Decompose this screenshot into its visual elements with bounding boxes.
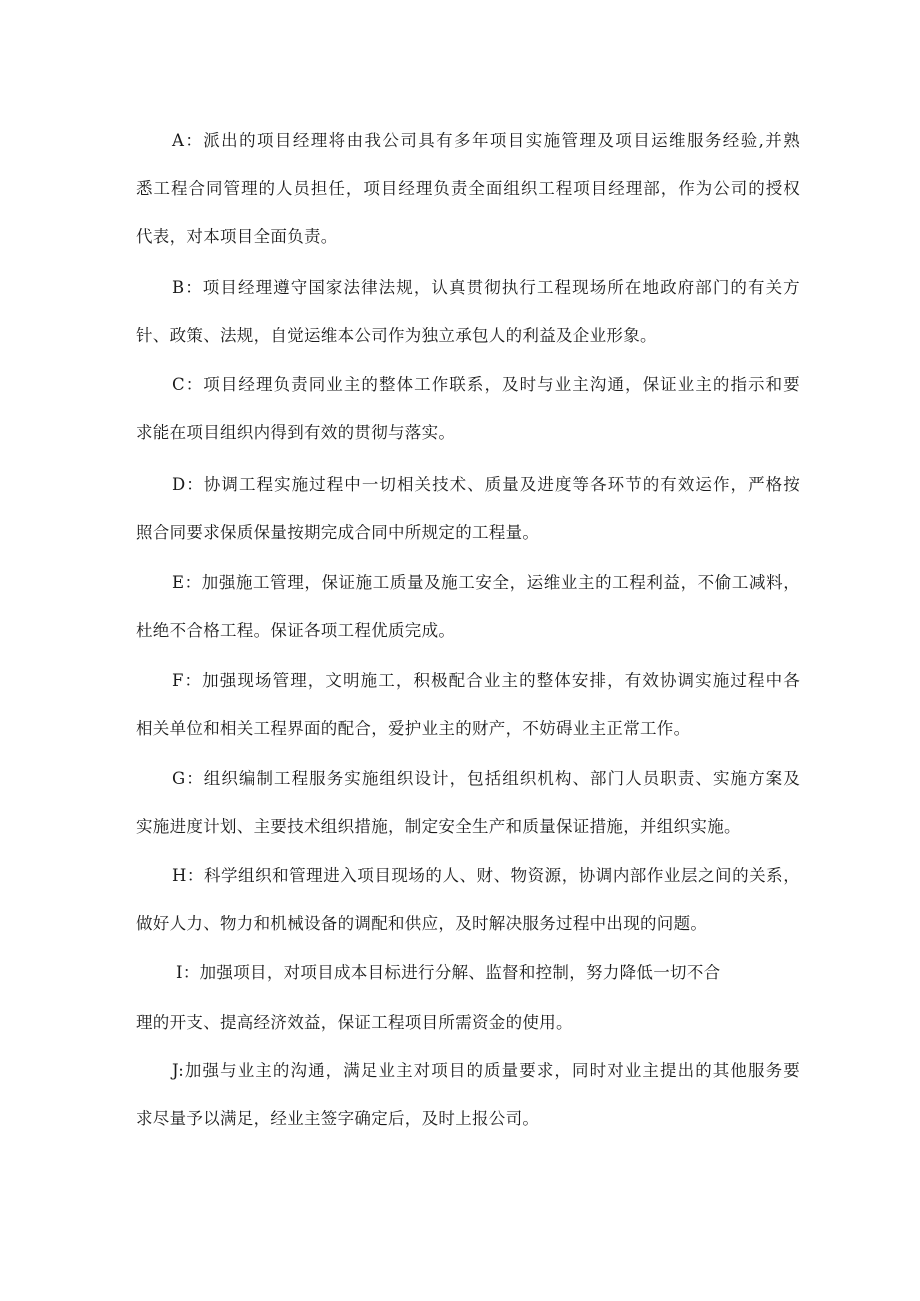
paragraph-line: D：协调工程实施过程中一切相关技术、质量及进度等各环节的有效运作，严格按 [172,475,800,494]
paragraph-line: F：加强现场管理，文明施工，积极配合业主的整体安排，有效协调实施过程中各 [172,671,800,690]
paragraph-line: I：加强项目，对项目成本目标进行分解、监督和控制，努力降低一切不合 [176,963,721,982]
paragraph-line: 做好人力、物力和机械设备的调配和供应，及时解决服务过程中出现的问题。 [136,914,708,933]
paragraph-line: H：科学组织和管理进入项目现场的人、财、物资源，协调内部作业层之间的关系， [172,866,800,885]
paragraph-line: 照合同要求保质保量按期完成合同中所规定的工程量。 [136,523,540,542]
paragraph-line: J:加强与业主的沟通，满足业主对项目的质量要求，同时对业主提出的其他服务要 [172,1061,800,1080]
paragraph-line: C：项目经理负责同业主的整体工作联系，及时与业主沟通，保证业主的指示和要 [172,375,800,394]
paragraph-line: B：项目经理遵守国家法律法规，认真贯彻执行工程现场所在地政府部门的有关方 [172,278,800,297]
paragraph-line: A：派出的项目经理将由我公司具有多年项目实施管理及项目运维服务经验,并熟 [172,131,800,150]
paragraph-d [136,475,800,571]
paragraph-line: 针、政策、法规，自觉运维本公司作为独立承包人的利益及企业形象。 [136,326,657,345]
paragraph-line: 悉工程合同管理的人员担任，项目经理负责全面组织工程项目经理部，作为公司的授权 [136,179,800,198]
paragraph-j [136,1061,800,1157]
paragraph-i [136,963,800,1061]
paragraph-line: E：加强施工管理，保证施工质量及施工安全，运维业主的工程利益，不偷工减料， [172,573,800,592]
paragraph-g [136,769,800,865]
paragraph-line: 实施进度计划、主要技术组织措施，制定安全生产和质量保证措施，并组织实施。 [136,817,741,836]
paragraph-line: 求尽量予以满足，经业主签字确定后，及时上报公司。 [136,1109,540,1128]
paragraph-e [136,573,800,669]
paragraph-f [136,671,800,767]
paragraph-line: 理的开支、提高经济效益，保证工程项目所需资金的使用。 [136,1013,573,1032]
paragraph-line: 求能在项目组织内得到有效的贯彻与落实。 [136,423,456,442]
paragraph-line: 代表，对本项目全面负责。 [136,227,338,246]
paragraph-line: G：组织编制工程服务实施组织设计，包括组织机构、部门人员职责、实施方案及 [172,769,800,788]
paragraph-h [136,866,800,962]
paragraph-a [136,131,800,275]
paragraph-b [136,278,800,374]
paragraph-line: 相关单位和相关工程界面的配合，爱护业主的财产，不妨碍业主正常工作。 [136,719,691,738]
paragraph-c [136,375,800,471]
paragraph-line: 杜绝不合格工程。保证各项工程优质完成。 [136,621,456,640]
